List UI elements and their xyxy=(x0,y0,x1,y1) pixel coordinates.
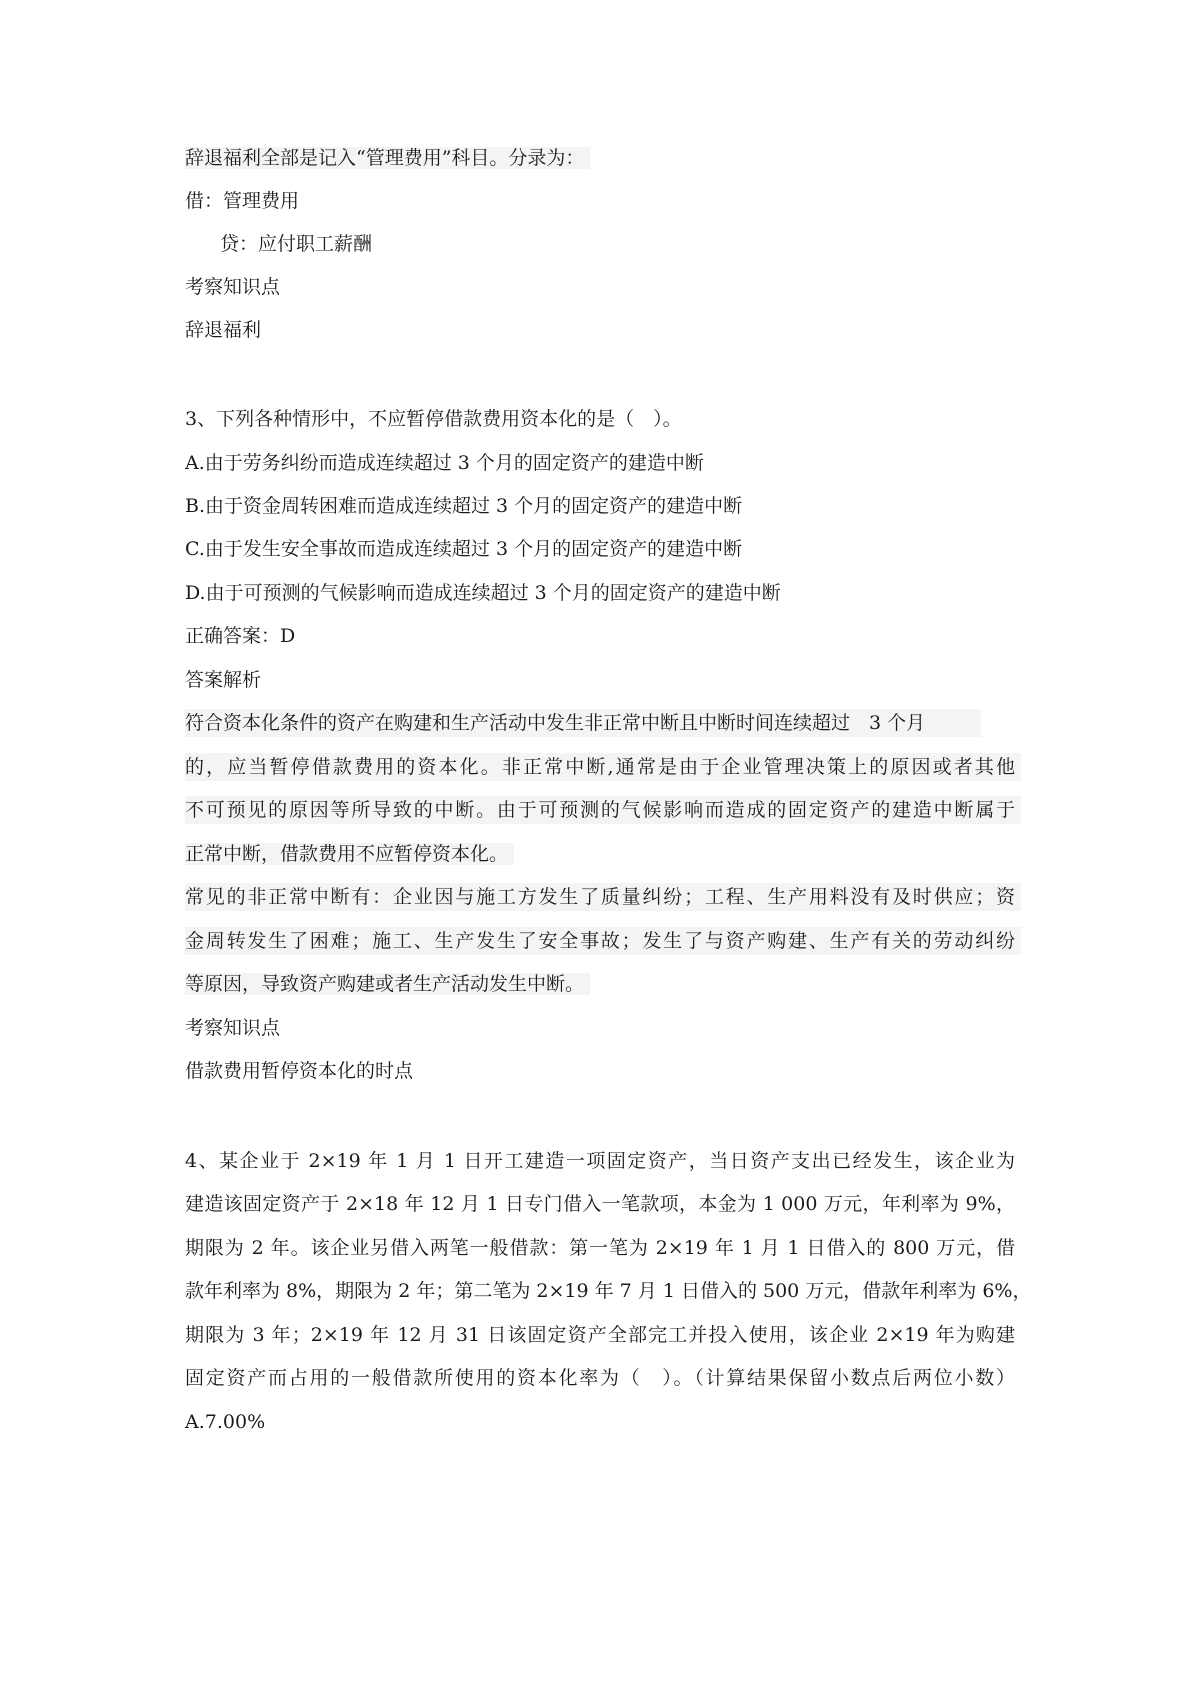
question-3-analysis-line: 常见的非正常中断有：企业因与施工方发生了质量纠纷；工程、生产用料没有及时供应；资 xyxy=(185,883,1021,911)
question-3-option-a: A.由于劳务纠纷而造成连续超过 3 个月的固定资产的建造中断 xyxy=(185,452,704,474)
explanation-highlight: 辞退福利全部是记入“管理费用”科目。分录为： xyxy=(185,147,590,169)
question-4-option-a: A.7.00% xyxy=(185,1411,266,1433)
question-4-stem-line: 期限为 2 年。该企业另借入两笔一般借款：第一笔为 2×19 年 1 月 1 日借入的 800 万元，借 xyxy=(185,1237,1015,1259)
question-3-option-b: B.由于资金周转困难而造成连续超过 3 个月的固定资产的建造中断 xyxy=(185,495,743,517)
question-4-stem-line: 4、某企业于 2×19 年 1 月 1 日开工建造一项固定资产，当日资产支出已经发生，该企业为 xyxy=(185,1150,1015,1172)
question-3-analysis-line: 正常中断，借款费用不应暂停资本化。 xyxy=(185,840,514,868)
question-3-analysis-line: 的，应当暂停借款费用的资本化。非正常中断,通常是由于企业管理决策上的原因或者其他 xyxy=(185,753,1021,781)
question-3-knowledge-point: 借款费用暂停资本化的时点 xyxy=(185,1060,414,1082)
question-3-correct-answer: 正确答案：D xyxy=(185,625,296,647)
question-3-option-c: C.由于发生安全事故而造成连续超过 3 个月的固定资产的建造中断 xyxy=(185,538,743,560)
explanation-text xyxy=(185,144,590,172)
question-4-stem-line: 期限为 3 年；2×19 年 12 月 31 日该固定资产全部完工并投入使用，该企业 2×19 年为购建 xyxy=(185,1324,1015,1346)
question-4-stem-line: 款年利率为 8%，期限为 2 年；第二笔为 2×19 年 7 月 1 日借入的 500 万元，借款年利率为 6%， xyxy=(185,1280,1032,1302)
question-3-analysis-line: 金周转发生了困难；施工、生产发生了安全事故；发生了与资产购建、生产有关的劳动纠纷 xyxy=(185,927,1021,955)
journal-entry-credit: 贷：应付职工薪酬 xyxy=(220,233,373,255)
question-3-analysis-line: 符合资本化条件的资产在购建和生产活动中发生非正常中断且中断时间连续超过 3 个月 xyxy=(185,709,981,737)
question-3-analysis-line: 不可预见的原因等所导致的中断。由于可预测的气候影响而造成的固定资产的建造中断属于 xyxy=(185,796,1021,824)
question-4-stem-line: 建造该固定资产于 2×18 年 12 月 1 日专门借入一笔款项，本金为 1 000 万元，年利率为 9%， xyxy=(185,1193,1015,1215)
journal-entry-debit: 借：管理费用 xyxy=(185,190,300,212)
question-3-analysis-label: 答案解析 xyxy=(185,669,262,691)
question-3-stem: 3、下列各种情形中，不应暂停借款费用资本化的是（ ）。 xyxy=(185,408,682,430)
knowledge-label: 考察知识点 xyxy=(185,276,281,298)
question-3-knowledge-label: 考察知识点 xyxy=(185,1017,281,1039)
question-3-analysis-line: 等原因，导致资产购建或者生产活动发生中断。 xyxy=(185,970,590,998)
question-4-stem-line: 固定资产而占用的一般借款所使用的资本化率为（ ）。（计算结果保留小数点后两位小数） xyxy=(185,1367,1015,1389)
knowledge-point: 辞退福利 xyxy=(185,319,262,341)
question-3-option-d: D.由于可预测的气候影响而造成连续超过 3 个月的固定资产的建造中断 xyxy=(185,582,781,604)
